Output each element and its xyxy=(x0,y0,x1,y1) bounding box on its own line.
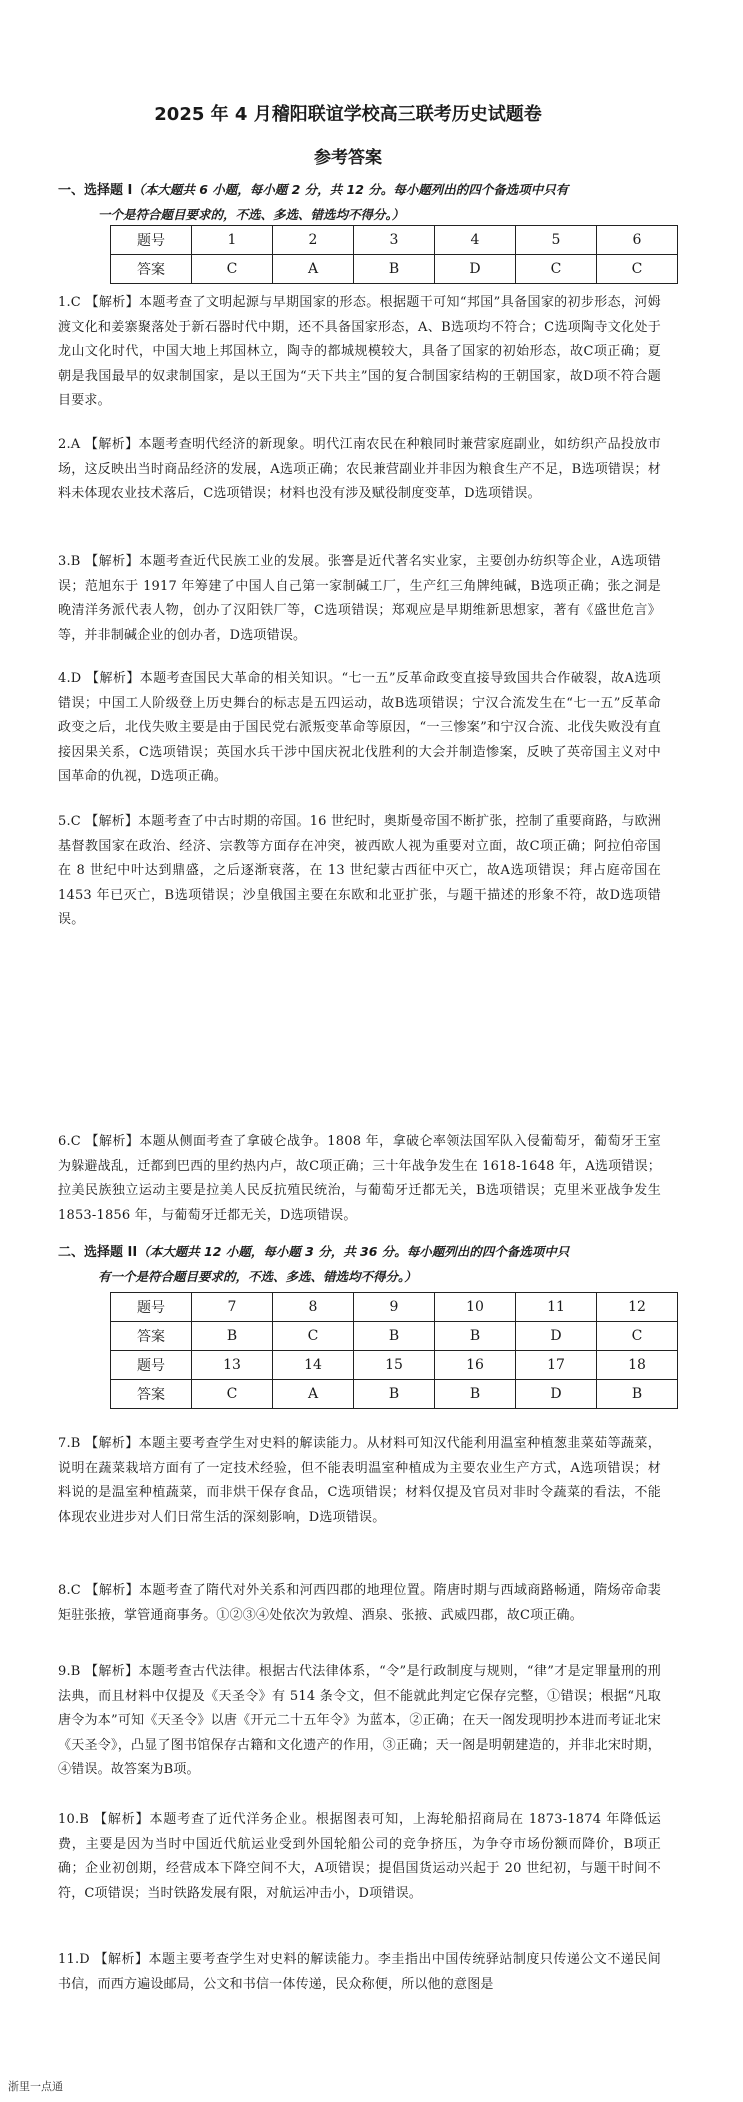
table-cell: 15 xyxy=(354,1351,435,1380)
table-cell: A xyxy=(273,255,354,284)
section1-label: 一、选择题 I xyxy=(58,183,133,198)
section2-desc-line2: 有一个是符合题目要求的，不选、多选、错选均不得分。） xyxy=(98,1269,417,1284)
table-cell: C xyxy=(516,255,597,284)
table-cell: 答案 xyxy=(111,255,192,284)
section2-label: 二、选择题 II xyxy=(58,1245,138,1260)
table-cell: 8 xyxy=(273,1293,354,1322)
table-cell: B xyxy=(354,255,435,284)
table-cell: 18 xyxy=(597,1351,678,1380)
table-cell: D xyxy=(516,1380,597,1409)
table-cell: 12 xyxy=(597,1293,678,1322)
section2-heading xyxy=(58,1240,658,1289)
section1-desc-line2: 一个是符合题目要求的，不选、多选、错选均不得分。） xyxy=(98,207,405,222)
table-cell: 16 xyxy=(435,1351,516,1380)
table-cell: 3 xyxy=(354,226,435,255)
answer-q6: 6.C 【解析】本题从侧面考查了拿破仑战争。1808 年，拿破仑率领法国军队入侵葡萄牙，葡萄牙王室为躲避战乱，迁都到巴西的里约热内卢，故C项正确；三十年战争发生在 1618-1648 年，A选项错误；拉美民族独立运动主要是拉美人民反抗殖民统治，与葡萄牙迁都无关，B选项错误；克里米亚战争发生 1853-1856 年，与葡萄牙迁都无关，D选项错误。 xyxy=(58,1134,661,1223)
table-cell: 5 xyxy=(516,226,597,255)
table-cell: B xyxy=(597,1380,678,1409)
table-cell: 答案 xyxy=(111,1322,192,1351)
table-cell: C xyxy=(192,1380,273,1409)
table-row xyxy=(111,226,678,255)
table-cell: C xyxy=(597,1322,678,1351)
table-cell: 7 xyxy=(192,1293,273,1322)
table-cell: 9 xyxy=(354,1293,435,1322)
answer-q5: 5.C 【解析】本题考查了中古时期的帝国。16 世纪时，奥斯曼帝国不断扩张，控制了重要商路，与欧洲基督教国家在政治、经济、宗教等方面存在冲突，被西欧人视为重要对立面，故C项正确；阿拉伯帝国在 8 世纪中叶达到鼎盛，之后逐渐衰落，在 13 世纪蒙古西征中灭亡，故A选项错误；拜占庭帝国在 1453 年已灭亡，B选项错误；沙皇俄国主要在东欧和北亚扩张，与题干描述的形象不符，故D选项错误。 xyxy=(58,814,661,927)
answer-q2: 2.A 【解析】本题考查明代经济的新现象。明代江南农民在种粮同时兼营家庭副业，如纺织产品投放市场，这反映出当时商品经济的发展，A选项正确；农民兼营副业并非因为粮食生产不足，B选项错误；材料未体现农业技术落后，C选项错误；材料也没有涉及赋役制度变革，D选项错误。 xyxy=(58,437,661,501)
table-cell: 17 xyxy=(516,1351,597,1380)
table-cell: 14 xyxy=(273,1351,354,1380)
section1-heading xyxy=(58,178,658,227)
section1-desc-line1: （本大题共 6 小题，每小题 2 分，共 12 分。每小题列出的四个备选项中只有 xyxy=(132,182,569,197)
table-cell: C xyxy=(597,255,678,284)
page-subtitle: 参考答案 xyxy=(314,148,382,168)
table-cell: B xyxy=(435,1380,516,1409)
answer-q8: 8.C 【解析】本题考查了隋代对外关系和河西四郡的地理位置。隋唐时期与西域商路畅通，隋炀帝命裴矩驻张掖，掌管通商事务。①②③④处依次为敦煌、酒泉、张掖、武威四郡，故C项正确。 xyxy=(58,1583,661,1623)
table-cell: 题号 xyxy=(111,1351,192,1380)
table-cell: 答案 xyxy=(111,1380,192,1409)
table-cell: D xyxy=(516,1322,597,1351)
table-cell: 6 xyxy=(597,226,678,255)
table-cell: B xyxy=(192,1322,273,1351)
section1-answer-table xyxy=(110,225,678,284)
table-cell: C xyxy=(273,1322,354,1351)
table-cell: 1 xyxy=(192,226,273,255)
page-title: 2025 年 4 月稽阳联谊学校高三联考历史试题卷 xyxy=(154,104,542,125)
table-cell: 4 xyxy=(435,226,516,255)
table-row xyxy=(111,1293,678,1322)
section2-answer-table xyxy=(110,1292,678,1409)
table-cell: 题号 xyxy=(111,226,192,255)
table-row xyxy=(111,1380,678,1409)
section2-desc-line1: （本大题共 12 小题，每小题 3 分，共 36 分。每小题列出的四个备选项中只 xyxy=(137,1244,570,1259)
answer-q11: 11.D 【解析】本题主要考查学生对史料的解读能力。李圭指出中国传统驿站制度只传递公文不递民间书信，而西方遍设邮局，公文和书信一体传递，民众称便，所以他的意图是 xyxy=(58,1952,661,1992)
answer-q1: 1.C 【解析】本题考查了文明起源与早期国家的形态。根据题干可知“邦国”具备国家的初步形态，河姆渡文化和姜寨聚落处于新石器时代中期，还不具备国家形态，A、B选项均不符合；C选项陶寺文化处于龙山文化时代，中国大地上邦国林立，陶寺的都城规模较大，具备了国家的初始形态，故C项正确；夏朝是我国最早的奴隶制国家，是以王国为“天下共主”国的复合制国家结构的王朝国家，故D项不符合题目要求。 xyxy=(58,295,661,408)
table-cell: C xyxy=(192,255,273,284)
table-cell: 10 xyxy=(435,1293,516,1322)
table-cell: 11 xyxy=(516,1293,597,1322)
table-cell: 2 xyxy=(273,226,354,255)
table-cell: D xyxy=(435,255,516,284)
table-cell: 13 xyxy=(192,1351,273,1380)
table-row xyxy=(111,1351,678,1380)
table-cell: A xyxy=(273,1380,354,1409)
table-cell: 题号 xyxy=(111,1293,192,1322)
table-row xyxy=(111,255,678,284)
table-cell: B xyxy=(354,1380,435,1409)
table-row xyxy=(111,1322,678,1351)
answer-q9: 9.B 【解析】本题考查古代法律。根据古代法律体系，“令”是行政制度与规则，“律”才是定罪量刑的刑法典，而且材料中仅提及《天圣令》有 514 条令文，但不能就此判定它保存完整，①错误；根据“凡取唐令为本”可知《天圣令》以唐《开元二十五年令》为蓝本，②正确；在天一阁发现明抄本进而考证北宋《天圣令》，凸显了图书馆保存古籍和文化遗产的作用，③正确；天一阁是明朝建造的，并非北宋时期，④错误。故答案为B项。 xyxy=(58,1664,661,1777)
answer-q10: 10.B 【解析】本题考查了近代洋务企业。根据图表可知，上海轮船招商局在 1873-1874 年降低运费，主要是因为当时中国近代航运业受到外国轮船公司的竞争挤压，为争夺市场份额而降价，B项正确；企业初创期，经营成本下降空间不大，A项错误；提倡国货运动兴起于 20 世纪初，与题干时间不符，C项错误；当时铁路发展有限，对航运冲击小，D项错误。 xyxy=(58,1812,661,1901)
table-cell: B xyxy=(435,1322,516,1351)
answer-q7: 7.B 【解析】本题主要考查学生对史料的解读能力。从材料可知汉代能利用温室种植葱韭菜茹等蔬菜，说明在蔬菜栽培方面有了一定技术经验，但不能表明温室种植成为主要农业生产方式，A选项错误；材料说的是温室种植蔬菜，而非烘干保存食品，C选项错误；材料仅提及官员对非时令蔬菜的看法，不能体现农业进步对人们日常生活的深刻影响，D选项错误。 xyxy=(58,1436,661,1525)
watermark-text: 浙里一点通 xyxy=(8,2080,63,2093)
answer-q3: 3.B 【解析】本题考查近代民族工业的发展。张謇是近代著名实业家，主要创办纺织等企业，A选项错误；范旭东于 1917 年筹建了中国人自己第一家制碱工厂，生产红三角牌纯碱，B选项正确；张之洞是晚清洋务派代表人物，创办了汉阳铁厂等，C选项错误；郑观应是早期维新思想家，著有《盛世危言》等，并非制碱企业的创办者，D选项错误。 xyxy=(58,554,661,643)
answer-q4: 4.D 【解析】本题考查国民大革命的相关知识。“七一五”反革命政变直接导致国共合作破裂，故A选项错误；中国工人阶级登上历史舞台的标志是五四运动，故B选项错误；宁汉合流发生在“七一五”反革命政变之后，北伐失败主要是由于国民党右派叛变革命等原因，“一三惨案”和宁汉合流、北伐失败没有直接因果关系，C选项错误；英国水兵干涉中国庆祝北伐胜利的大会并制造惨案，反映了英帝国主义对中国革命的仇视，D选项正确。 xyxy=(58,671,661,784)
table-cell: B xyxy=(354,1322,435,1351)
